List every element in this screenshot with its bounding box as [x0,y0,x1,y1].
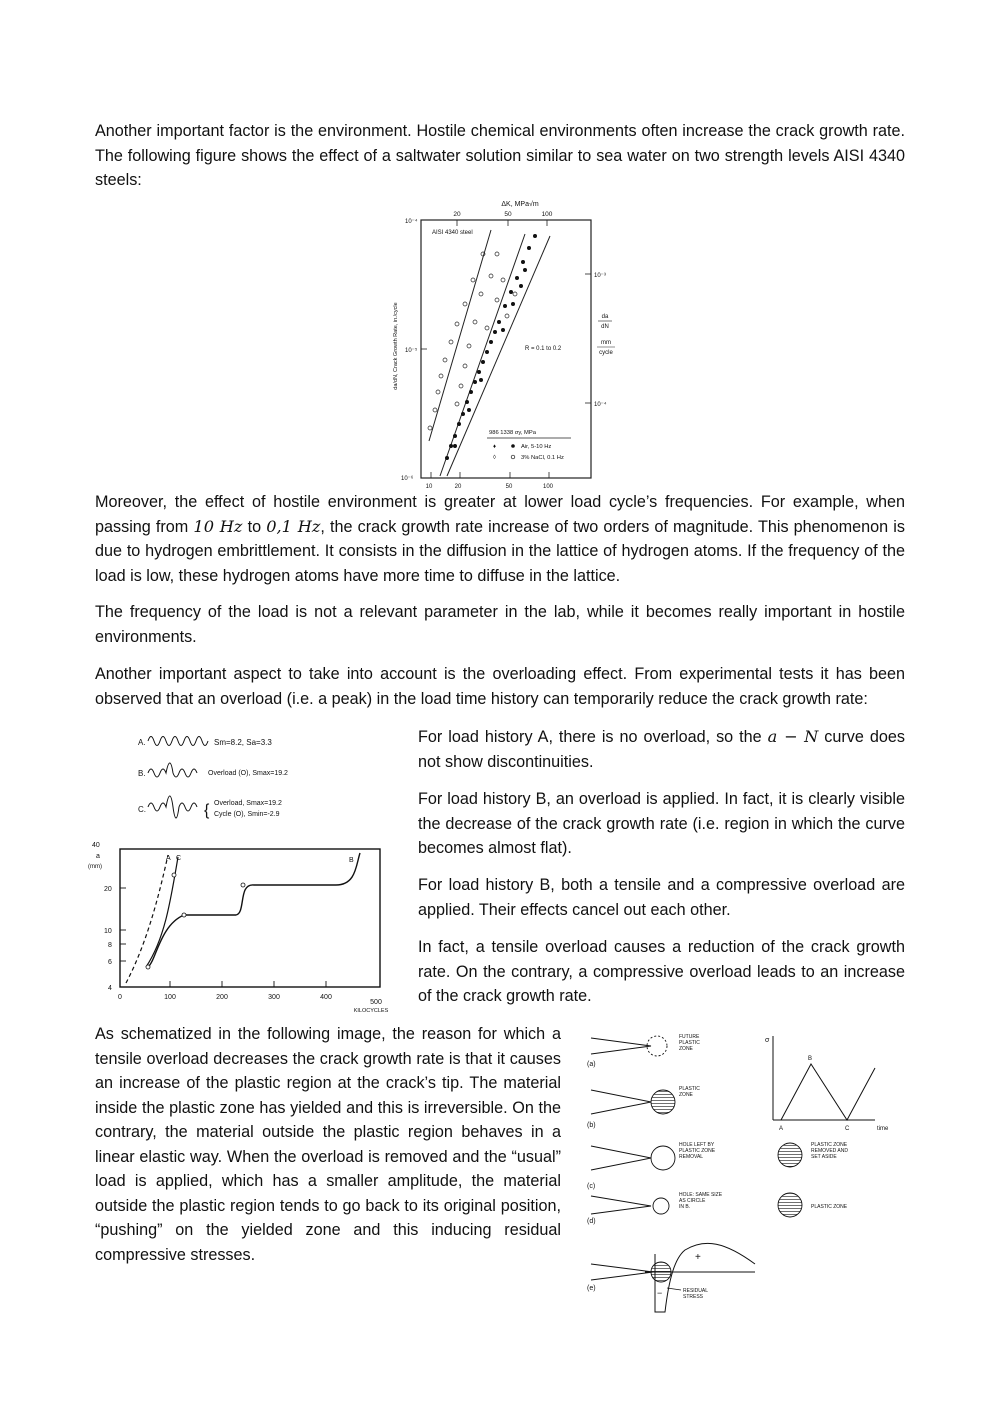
time-label: time [877,1126,889,1132]
math-frequency-2: 0,1 Hz [266,516,321,536]
nacl-trend-line [429,230,491,441]
figure-overload-a-n-curves [86,725,406,1015]
r-label: R = 0.1 to 0.2 [525,346,562,352]
paragraph-history-a: For load history A, there is no overload, so the a − N curve does not show discontinuities. [418,727,905,771]
history-b-wave [148,763,197,777]
history-c-desc-1: Overload, Smax=19.2 [214,800,282,807]
curve-a-label: A [166,855,171,862]
crack-a [591,1038,651,1054]
top-tick: 20 [453,211,461,218]
plastic-zone-removed [778,1143,802,1167]
hole-d [653,1198,669,1214]
svg-text:PLASTIC: PLASTIC [679,1040,700,1046]
air-trend-line [440,234,525,476]
svg-text:SET ASIDE: SET ASIDE [811,1154,837,1160]
y-tick: 4 [108,985,112,992]
step-e-label: (e) [587,1285,596,1292]
legend-header: 986 1338 σy, MPa [489,430,536,436]
x-tick: 400 [320,994,332,1001]
step-a-label: (a) [587,1061,596,1068]
history-c-desc-2: Cycle (O), Smin=-2.9 [214,811,280,818]
history-c-brace: { [204,802,210,819]
nacl-points [428,252,517,430]
right-tick: 10⁻⁴ [594,402,607,408]
svg-text:PLASTIC ZONE: PLASTIC ZONE [679,1148,716,1154]
legend-nacl: 3% NaCl, 0.1 Hz [521,455,564,461]
math-a-n: a − N [767,727,819,746]
curve-b-label: B [349,857,354,864]
y-tick: 8 [108,942,112,949]
air-points [445,234,537,460]
history-a-desc: Sm=8.2, Sa=3.3 [214,738,272,747]
point-a-label: A [779,1126,784,1132]
plastic-zone-right-label: PLASTIC ZONE [811,1204,848,1210]
x-axis-title: KILOCYCLES [353,1008,389,1014]
history-c-label: C. [138,805,146,814]
top-tick: 100 [541,211,553,218]
top-tick: 50 [504,211,512,218]
curve-c-label: C [176,855,182,862]
sigma-label: σ [765,1037,770,1044]
right-unit-top: da [601,314,609,320]
figure-crack-growth-aisi4340 [385,196,620,494]
crack-d [591,1196,651,1214]
history-a-wave [148,737,208,746]
bottom-tick: 100 [542,484,554,490]
plastic-zone-b [651,1090,675,1114]
step-c-label: (c) [587,1183,596,1190]
air-trend-line-2 [447,236,550,476]
svg-text:ZONE: ZONE [679,1046,693,1052]
stress-plus: + [695,1252,701,1263]
paragraph-history-c: For load history B, both a tensile and a compressive overload are applied. Their effects cancel out each other. [418,876,905,919]
x-tick: 300 [268,994,280,1001]
bottom-tick: 20 [454,484,462,490]
plastic-zone-label: PLASTIC [679,1086,700,1092]
left-tick: 10⁻⁵ [405,348,418,354]
an-plot-frame [120,849,380,987]
paragraph-overload-intro: Another important aspect to take into account is the overloading effect. From experimental tests it has been observed that an overload (i.e. a peak) in the load time history can temporarily reduce the crack growth rate: [95,665,905,708]
y-axis-unit: (mm) [88,864,102,870]
y-tick: 6 [108,959,112,966]
right-unit2-bottom: cycle [599,350,613,356]
svg-text:IN B.: IN B. [679,1204,691,1210]
bottom-tick: 10 [425,484,433,490]
future-zone-label: FUTURE [679,1034,700,1040]
crack-b [591,1090,651,1114]
left-tick: 10⁻⁴ [405,219,418,225]
hole-left-label: HOLE LEFT BY [679,1142,715,1148]
paragraph-plastic-zone: As schematized in the following image, the reason for which a tensile overload decreases the crack growth rate is that it causes an increase of the plastic region at the crack’s tip. The material inside the plastic zone has yielded and this is irreversible. On the contrary, the material outside the plastic region behaves in a linear elastic way. When the overload is removed and the “usual” load is applied, which has a smaller amplitude, the material outside the plastic region tends to go back to its original position, “pushing” on the yielded zone and this inducing residual compressive stresses. [95,1025,561,1264]
paragraph-tensile-compressive: In fact, a tensile overload causes a reduction of the crack growth rate. On the contrary, a compressive overload leads to an increase of the crack growth rate. [418,938,905,1005]
y-tick: 20 [104,886,112,893]
hole-same-label: HOLE: SAME SIZE [679,1192,723,1198]
paragraph-environment: Another important factor is the environment. Hostile chemical environments often increase the crack growth rate. The following figure shows the effect of a saltwater solution similar to sea water on two strength levels AISI 4340 steels: [95,122,905,189]
steel-label: AISI 4340 steel [432,230,473,236]
svg-text:AS CIRCLE: AS CIRCLE [679,1198,706,1204]
history-b-desc: Overload (O), Smax=19.2 [208,770,288,777]
y-tick: 40 [92,842,100,849]
plastic-zone-right [778,1193,802,1217]
step-b-label: (b) [587,1122,596,1129]
point-c-label: C [845,1126,850,1132]
y-axis-label: da/dN, Crack Growth Rate, in./cycle [393,302,399,390]
history-b-label: B. [138,769,146,778]
curve-b-path [148,853,360,967]
legend-filled-marker: ♦ [493,444,497,450]
x-tick: 0 [118,994,122,1001]
math-frequency-1: 10 Hz [193,516,243,536]
svg-text:ZONE: ZONE [679,1092,693,1098]
bottom-tick: 50 [505,484,513,490]
crack-c [591,1146,651,1170]
hole-c [651,1146,675,1170]
legend-open-circle [511,455,515,459]
load-sequence-path [781,1064,875,1120]
paragraph-frequency-effect: Moreover, the effect of hostile environment is greater at lower load cycle’s frequencies. For example, when passing from 10 Hz to 0,1 Hz, the crack growth rate increase of two orders of magnitude. This phenomenon is due to hydrogen embrittlement. It consists in the diffusion in the lattice of hydrogen atoms. If the frequency of the load is low, these hydrogen atoms have more time to diffuse in the lattice. [95,493,905,585]
y-tick: 10 [104,928,112,935]
legend-filled-circle [511,444,515,448]
history-c-wave [148,796,197,818]
svg-text:REMOVED AND: REMOVED AND [811,1148,848,1154]
left-tick: 10⁻⁶ [401,476,414,482]
residual-stress-label: RESIDUAL [683,1288,709,1294]
right-unit-bottom: dN [601,324,609,330]
plot-frame [421,220,591,478]
crack-e [591,1264,653,1280]
curve-a-path [126,855,168,983]
x-tick: 100 [164,994,176,1001]
top-axis-label: ΔK, MPa√m [501,201,539,208]
history-a-label: A. [138,738,146,747]
y-axis-title: a [96,853,100,860]
legend-air: Air, 5-10 Hz [521,444,552,450]
residual-stress-curve [655,1243,755,1312]
zone-removed-label: PLASTIC ZONE [811,1142,848,1148]
svg-text:REMOVAL: REMOVAL [679,1154,704,1160]
stress-minus: − [657,1288,663,1298]
point-b-label: B [808,1056,813,1062]
paragraph-lab-frequency: The frequency of the load is not a relevant parameter in the lab, while it becomes really important in hostile environments. [95,603,905,646]
right-tick: 10⁻³ [594,273,606,279]
x-tick: 500 [370,999,382,1006]
figure-plastic-zone-schematic [585,1028,905,1318]
step-d-label: (d) [587,1218,596,1225]
paragraph-history-b: For load history B, an overload is applied. In fact, it is clearly visible the decrease of the crack growth rate (i.e. region in which the curve becomes almost flat). [418,790,905,857]
legend-open-marker: ◊ [493,455,496,461]
x-tick: 200 [216,994,228,1001]
svg-text:STRESS: STRESS [683,1294,704,1300]
right-unit2-top: mm [601,340,611,346]
